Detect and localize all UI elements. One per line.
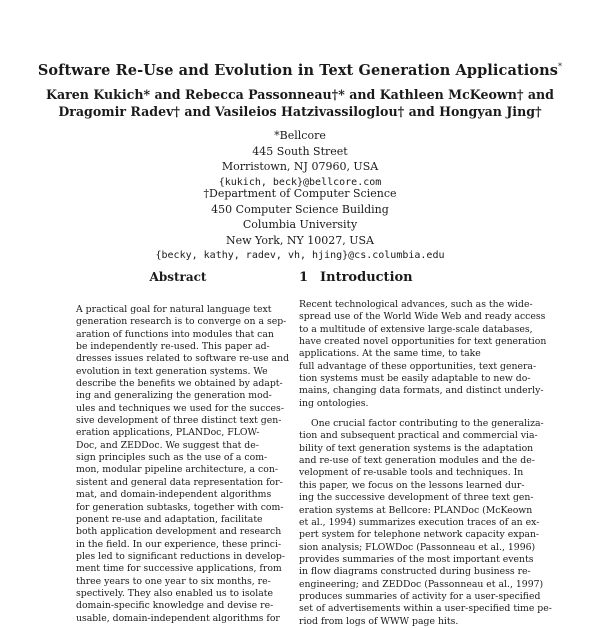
title-footnote-mark: * [558,62,563,72]
abstract-paragraph [76,304,290,625]
paper-title-text: Software Re-Use and Evolution in Text Generation Applications [37,62,559,79]
text-line: eration applications, PLANDoc, FLOW- [76,427,260,439]
affiliation-line: New York, NY 10027, USA [225,233,374,247]
affiliation-columbia [0,186,600,264]
intro-paragraph-2 [299,418,552,628]
text-line: sign principles such as the use of a com- [76,452,268,464]
text-line: in the field. In our experience, these princi- [76,538,282,550]
text-line: tion systems must be easily adaptable to new do- [299,373,531,385]
text-line: ment time for successive applications, from [76,563,282,575]
affiliation-line: †Department of Computer Science [203,187,397,200]
abstract-heading: Abstract [149,270,207,284]
text-line: bility of text generation systems is the adaptation [299,442,534,454]
text-line: full advantage of these opportunities, text genera- [299,360,537,372]
text-line: pert system for telephone network capacity expan- [299,529,540,541]
affiliation-bellcore [0,128,600,190]
section-heading-introduction [299,270,523,285]
introduction-column [299,270,552,628]
text-line: et al., 1994) summarizes execution traces of an ex- [299,516,540,528]
text-line: three years to one year to six months, re- [76,575,271,587]
text-line: usable, domain-independent algorithms for [76,612,280,624]
text-line: ules and techniques we used for the succes- [76,402,284,414]
text-line: Doc, and ZEDDoc. We suggest that de- [76,439,259,451]
affiliation-line: *Bellcore [274,129,326,142]
section-title: Introduction [320,270,413,285]
text-line: mon, modular pipeline architecture, a con- [76,464,278,476]
text-line: produces summaries of activity for a user-specified [299,590,541,602]
text-line: evolution in text generation systems. We [76,365,268,377]
text-line: aration of functions into modules that can [76,328,274,340]
text-line: sion analysis; FLOWDoc (Passonneau et al., 1996) [299,541,536,553]
text-line: ples led to significant reductions in develop- [76,550,286,562]
text-line: ponent re-use and adaptation, facilitate [76,513,263,525]
text-line: be independently re-used. This paper ad- [76,341,270,353]
affiliation-line: 450 Computer Science Building [211,202,389,216]
paper-title [0,62,600,79]
text-line: both application development and research [76,526,282,538]
text-line: ing the successive development of three text gen- [299,492,534,504]
text-line: sistent and general data representation for- [76,476,283,488]
text-line: eration systems at Bellcore: PLANDoc (McKeown [299,504,533,516]
author-list [0,86,600,120]
text-line: velopment of re-usable tools and techniques. In [299,467,524,479]
text-line: tion and subsequent practical and commercial via- [299,430,538,442]
text-line: spread use of the World Wide Web and ready access [299,311,546,323]
text-line: sive development of three distinct text gen- [76,415,282,427]
author-line: Karen Kukich* and Rebecca Passonneau†* and Kathleen McKeown† and [46,87,554,102]
text-line: spectively. They also enabled us to isolate [76,587,273,599]
affiliation-line: Morristown, NJ 07960, USA [221,160,379,174]
text-line: mains, changing data formats, and distinct underly- [299,385,544,397]
affiliation-email: {kukich, beck}@bellcore.com [218,176,382,188]
text-line: One crucial factor contributing to the generaliza- [311,418,544,430]
text-line: for generation subtasks, together with com- [76,501,284,513]
text-line: to a multitude of extensive large-scale databases, [299,323,533,335]
text-line: describe the benefits we obtained by adapt- [76,378,283,390]
section-number: 1 [299,270,309,285]
affiliation-line: Columbia University [242,218,358,232]
text-line: have created novel opportunities for text generation [299,336,547,348]
text-line: A practical goal for natural language text [76,304,272,315]
author-line: Dragomir Radev† and Vasileios Hatzivassiloglou† and Hongyan Jing† [58,104,542,119]
text-line: riod from logs of WWW page hits. [299,615,459,627]
text-line: mat, and domain-independent algorithms [76,489,272,501]
text-line: set of advertisements within a user-specified time pe- [299,603,552,615]
text-line: in flow diagrams constructed during business re- [299,566,531,578]
text-line: applications. At the same time, to take [299,348,481,360]
abstract-column [76,270,290,625]
intro-paragraph-1 [299,299,547,410]
text-line: dresses issues related to software re-use and [76,353,290,365]
text-line: and re-use of text generation modules and the de- [299,455,535,467]
affiliation-line: 445 South Street [252,144,348,158]
affiliation-email: {becky, kathy, radev, vh, hjing}@cs.columbia.edu [155,250,445,262]
text-line: engineering; and ZEDDoc (Passonneau et al., 1997) [299,578,544,590]
text-line: generation research is to converge on a sep- [76,316,287,328]
text-line: ing ontologies. [299,397,369,409]
text-line: this paper, we focus on the lessons learned dur- [299,479,525,491]
text-line: domain-specific knowledge and devise re- [76,600,274,612]
text-line: provides summaries of the most important events [299,553,534,565]
text-line: Recent technological advances, such as the wide- [299,299,533,310]
text-line: ing and generalizing the generation mod- [76,390,272,402]
